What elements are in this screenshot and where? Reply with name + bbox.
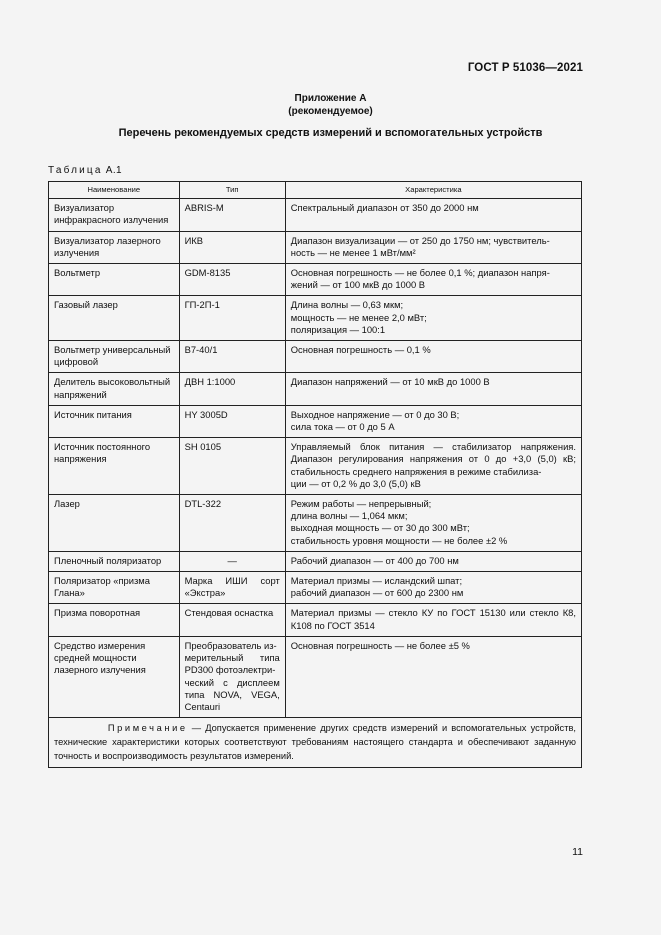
row-spec-cell: Основная погрешность — 0,1 % bbox=[285, 341, 581, 373]
table-row bbox=[49, 405, 582, 437]
note-row bbox=[49, 718, 582, 768]
header-spec: Характеристика bbox=[285, 182, 581, 199]
row-name-cell: Источник постоянного напряжения bbox=[49, 438, 180, 495]
row-spec-cell: Рабочий диапазон — от 400 до 700 нм bbox=[285, 551, 581, 571]
row-type-cell: GDM-8135 bbox=[179, 264, 285, 296]
header-type: Тип bbox=[179, 182, 285, 199]
row-type-cell: — bbox=[179, 551, 285, 571]
note-text: — Допускается применение других средств измерений и вспомогательных устройств, технические характеристики которых соответствуют требованиям настоящего стандарта и обеспечивают заданную точность и воспроизводимость результатов измерений. bbox=[54, 723, 576, 762]
row-name-cell: Делитель высоковольтный напряжений bbox=[49, 373, 180, 405]
row-name-cell: Визуализатор инфракрасного излучения bbox=[49, 199, 180, 231]
annex-status: (рекомендуемое) bbox=[288, 106, 373, 117]
table-row bbox=[49, 231, 582, 263]
row-name-cell: Газовый лазер bbox=[49, 296, 180, 341]
row-type-cell: DTL-322 bbox=[179, 495, 285, 552]
standard-number: ГОСТ Р 51036—2021 bbox=[467, 62, 583, 74]
row-spec-cell: Материал призмы — стекло КУ по ГОСТ 15130 или стекло К8, К108 по ГОСТ 3514 bbox=[285, 604, 581, 636]
row-spec-cell: Диапазон визуализации — от 250 до 1750 нм; чувствитель- ность — не менее 1 мВт/мм² bbox=[285, 231, 581, 263]
row-type-cell: HY 3005D bbox=[179, 405, 285, 437]
table-label bbox=[48, 165, 122, 176]
row-name-cell: Поляризатор «призма Глана» bbox=[49, 572, 180, 604]
row-name-cell: Пленочный поляризатор bbox=[49, 551, 180, 571]
row-spec-cell: Управляемый блок питания — стабилизатор напряжения. Диапазон регулирования напряжения от 0 до +3,0 (5,0) кВ; стабильность среднего напряжения в режиме стабилиза- ции — от 0,2 % до 3,0 (5,0) кВ bbox=[285, 438, 581, 495]
row-name-cell: Вольтметр bbox=[49, 264, 180, 296]
annex-heading bbox=[0, 92, 661, 118]
table-label-number: А.1 bbox=[105, 165, 123, 176]
row-type-cell: Марка ИШИ сорт «Экстра» bbox=[179, 572, 285, 604]
row-name-cell: Призма поворотная bbox=[49, 604, 180, 636]
row-type-cell: Стендовая оснастка bbox=[179, 604, 285, 636]
table-note bbox=[49, 718, 582, 768]
table-row bbox=[49, 199, 582, 231]
note-label: Примечание bbox=[107, 723, 188, 734]
row-type-cell: ГП-2П-1 bbox=[179, 296, 285, 341]
annex-title: Приложение А bbox=[294, 93, 367, 104]
row-spec-cell: Основная погрешность — не более ±5 % bbox=[285, 636, 581, 717]
row-type-cell: ДВН 1:1000 bbox=[179, 373, 285, 405]
row-spec-cell: Материал призмы — исландский шпат; рабочий диапазон — от 600 до 2300 нм bbox=[285, 572, 581, 604]
row-type-cell: ABRIS-M bbox=[179, 199, 285, 231]
row-spec-cell: Диапазон напряжений — от 10 мкВ до 1000 В bbox=[285, 373, 581, 405]
header-name: Наименование bbox=[49, 182, 180, 199]
table-header-row bbox=[49, 182, 582, 199]
row-name-cell: Визуализатор лазерного излучения bbox=[49, 231, 180, 263]
row-spec-cell: Спектральный диапазон от 350 до 2000 нм bbox=[285, 199, 581, 231]
table-label-word: Таблица bbox=[48, 165, 103, 176]
page-number: 11 bbox=[572, 846, 583, 858]
table-row bbox=[49, 636, 582, 717]
table-row bbox=[49, 572, 582, 604]
table-row bbox=[49, 438, 582, 495]
row-name-cell: Средство измерения средней мощности лазерного излучения bbox=[49, 636, 180, 717]
table-row bbox=[49, 604, 582, 636]
row-spec-cell: Основная погрешность — не более 0,1 %; диапазон напря- жений — от 100 мкВ до 1000 В bbox=[285, 264, 581, 296]
row-name-cell: Вольтметр универсальный цифровой bbox=[49, 341, 180, 373]
row-name-cell: Лазер bbox=[49, 495, 180, 552]
row-spec-cell: Режим работы — непрерывный; длина волны — 1,064 мкм; выходная мощность — от 30 до 300 мВт; стабильность уровня мощности — не более ±2 % bbox=[285, 495, 581, 552]
row-spec-cell: Выходное напряжение — от 0 до 30 В; сила тока — от 0 до 5 А bbox=[285, 405, 581, 437]
row-name-cell: Источник питания bbox=[49, 405, 180, 437]
table-row bbox=[49, 551, 582, 571]
table-row bbox=[49, 264, 582, 296]
table-row bbox=[49, 296, 582, 341]
table-body bbox=[49, 199, 582, 718]
list-title: Перечень рекомендуемых средств измерений и вспомогательных устройств bbox=[118, 127, 543, 139]
table-row bbox=[49, 495, 582, 552]
table-row bbox=[49, 373, 582, 405]
table-row bbox=[49, 341, 582, 373]
row-type-cell: ИКВ bbox=[179, 231, 285, 263]
row-spec-cell: Длина волны — 0,63 мкм; мощность — не менее 2,0 мВт; поляризация — 100:1 bbox=[285, 296, 581, 341]
equipment-table bbox=[48, 181, 582, 768]
row-type-cell: Преобразователь из- мерительный типа PD300 фотоэлектри- ческий с дисплеем типа NOVA, VEGA, Centauri bbox=[179, 636, 285, 717]
row-type-cell: В7-40/1 bbox=[179, 341, 285, 373]
row-type-cell: SH 0105 bbox=[179, 438, 285, 495]
